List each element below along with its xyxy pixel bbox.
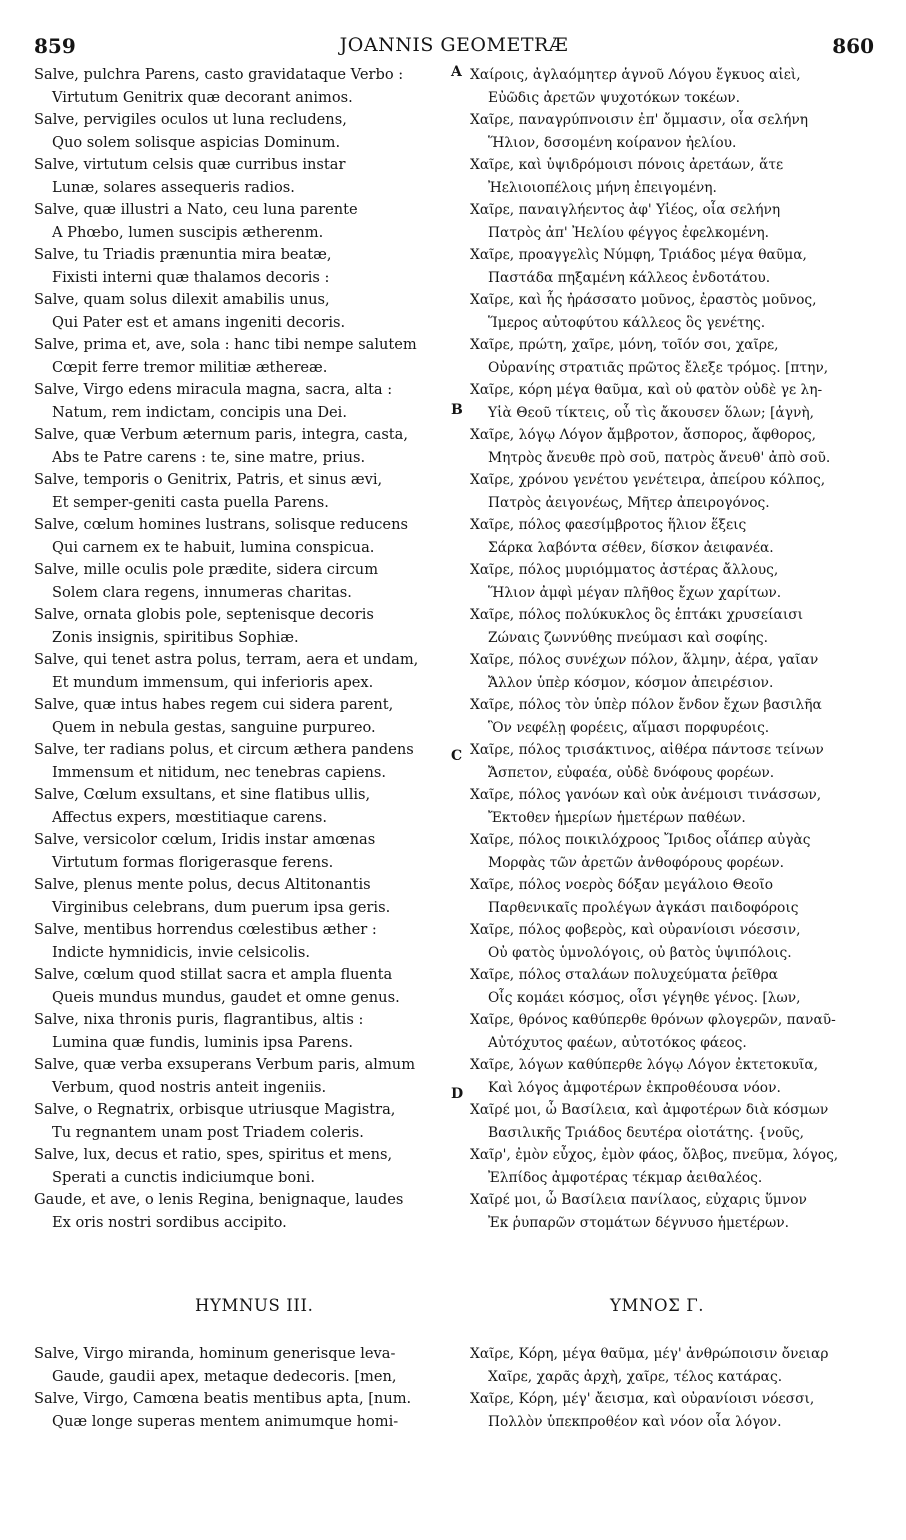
- verse-line: Αὐτόχυτος φαέων, αὐτοτόκος φάεος.: [488, 1034, 747, 1051]
- verse-line: Οἷς κομάει κόσμος, οἷσι γέγηθε γένος. [λων,: [488, 989, 801, 1006]
- verse-line: Χαῖρε, κόρη μέγα θαῦμα, καὶ οὐ φατὸν οὐδὲ γε λη-: [470, 382, 823, 398]
- verse-line: Ἐλπίδος ἀμφοτέρας τέκμαρ ἀειθαλέος.: [488, 1169, 763, 1186]
- verse-line: Salve, quam solus dilexit amabilis unus,: [34, 291, 330, 308]
- verse-line: Ἠελιοιοπέλοις μήνη ἐπειγομένη.: [488, 179, 717, 196]
- verse-line: Χαῖρε, χρόνου γενέτου γενέτειρα, ἀπείρου κόλπος,: [470, 472, 826, 488]
- verse-line: Queis mundus mundus, gaudet et omne genus.: [52, 988, 400, 1006]
- verse-line: Virtutum formas florigerasque ferens.: [52, 853, 334, 871]
- verse-line: Salve, plenus mente polus, decus Altitonantis: [34, 876, 371, 893]
- verse-line: Salve, tu Triadis prænuntia mira beatæ,: [34, 246, 332, 263]
- verse-line: Σάρκα λαβόντα σέθεν, δίσκον ἀειφανέα.: [488, 539, 774, 556]
- verse-line: Tu regnantem unam post Triadem coleris.: [52, 1123, 364, 1141]
- verse-line: Salve, pulchra Parens, casto gravidataque Verbo :: [34, 66, 404, 83]
- verse-line: Χαῖρε, πόλος πολύκυκλος ὃς ἑπτάκι χρυσείαισι: [470, 607, 804, 623]
- verse-line: Salve, mentibus horrendus cœlestibus æther :: [34, 921, 377, 938]
- verse-line: Χαῖρε, καὶ ὑψιδρόμοισι πόνοις ἀρετάων, ἅτε: [470, 157, 784, 173]
- hymn-3-greek-title: ΥΜΝΟΣ Γ.: [610, 1296, 705, 1315]
- verse-line: Μορφὰς τῶν ἀρετῶν ἀνθοφόρους φορέων.: [488, 854, 784, 871]
- verse-line: Χαῖρ', ἐμὸν εὖχος, ἐμὸν φάος, ὄλβος, πνεῦμα, λόγος,: [470, 1147, 839, 1163]
- verse-line: Et semper-geniti casta puella Parens.: [52, 493, 329, 511]
- verse-line: Χαῖρε, πόλος γανόων καὶ οὐκ ἀνέμοισι τινάσσων,: [470, 787, 822, 803]
- verse-line: Μητρὸς ἄνευθε πρὸ σοῦ, πατρὸς ἄνευθ' ἀπὸ σοῦ.: [488, 449, 831, 466]
- verse-line: Ἵμερος αὐτοφύτου κάλλεος ὃς γενέτης.: [488, 314, 766, 331]
- verse-line: Χαῖρε, θρόνος καθύπερθε θρόνων φλογερῶν, παναῦ-: [470, 1012, 836, 1028]
- verse-line: Salve, prima et, ave, sola : hanc tibi nempe salutem: [34, 336, 417, 353]
- verse-line: Salve, quæ intus habes regem cui sidera parent,: [34, 696, 394, 713]
- verse-line: Χαῖρε, πρώτη, χαῖρε, μόνη, τοῖόν σοι, χαῖρε,: [470, 337, 779, 353]
- verse-line: Χαῖρε, λόγων καθύπερθε λόγῳ Λόγον ἐκτετοκυῖα,: [470, 1057, 819, 1073]
- verse-line: Quo solem solisque aspicias Dominum.: [52, 133, 341, 151]
- verse-line: Lumina quæ fundis, luminis ipsa Parens.: [52, 1033, 354, 1051]
- verse-line: Qui Pater est et amans ingeniti decoris.: [52, 313, 346, 331]
- verse-line: Virtutum Genitrix quæ decorant animos.: [52, 88, 353, 106]
- verse-line: Ἐκ ῥυπαρῶν στομάτων δέγνυσο ἡμετέρων.: [488, 1214, 789, 1231]
- verse-line: Πατρὸς ἀειγονέως, Μῆτερ ἀπειρογόνος.: [488, 494, 770, 511]
- verse-line: Οὐ φατὸς ὑμνολόγοις, οὐ βατὸς ὑψιπόλοις.: [488, 944, 792, 961]
- verse-line: Salve, Virgo miranda, hominum generisque leva-: [34, 1345, 396, 1362]
- verse-line: Ἔκτοθεν ἡμερίων ἡμετέρων παθέων.: [488, 809, 746, 826]
- verse-line: Χαῖρε, παναιγλήεντος ἀφ' Υἱέος, οἷα σελήνη: [470, 202, 781, 218]
- verse-line: Salve, virtutum celsis quæ curribus instar: [34, 156, 346, 173]
- hymn-3-latin-column: [34, 1343, 452, 1433]
- verse-line: Υἱὰ Θεοῦ τίκτεις, οὗ τὶς ἄκουσεν ὅλων; [ἁγνὴ,: [488, 404, 815, 421]
- verse-line: Παρθενικαῖς προλέγων ἀγκάσι παιδοφόροις: [488, 899, 799, 916]
- verse-line: Χαῖρε, παναγρύπνοισιν ἐπ' ὄμμασιν, οἷα σελήνη: [470, 112, 809, 128]
- verse-line: Χαῖρε, καὶ ἧς ἠράσσατο μοῦνος, ἐραστὸς μοῦνος,: [470, 292, 817, 308]
- verse-line: Immensum et nitidum, nec tenebras capiens.: [52, 763, 387, 781]
- verse-line: Natum, rem indictam, concipis una Dei.: [52, 403, 347, 421]
- verse-line: Quem in nebula gestas, sanguine purpureo.: [52, 718, 376, 736]
- verse-line: Χαῖρε, πόλος μυριόμματος ἀστέρας ἄλλους,: [470, 562, 779, 578]
- verse-line: Salve, quæ verba exsuperans Verbum paris, almum: [34, 1056, 416, 1073]
- verse-line: Salve, lux, decus et ratio, spes, spiritus et mens,: [34, 1146, 393, 1163]
- verse-line: Καὶ λόγος ἀμφοτέρων ἐκπροθέουσα νόον.: [488, 1079, 781, 1096]
- verse-line: Abs te Patre carens : te, sine matre, prius.: [52, 448, 366, 466]
- page-number-right: 860: [832, 34, 874, 58]
- verse-line: Qui carnem ex te habuit, lumina conspicua.: [52, 538, 375, 556]
- verse-line: Solem clara regens, innumeras charitas.: [52, 583, 352, 601]
- verse-line: Ζώναις ζωννύθης πνεύμασι καὶ σοφίης.: [488, 629, 769, 646]
- page-number-left: 859: [34, 34, 76, 58]
- verse-line: Salve, cœlum quod stillat sacra et ampla fluenta: [34, 966, 393, 983]
- verse-line: Πατρὸς ἀπ' Ἠελίου φέγγος ἐφελκομένη.: [488, 224, 769, 241]
- verse-line: Ἥλιον, δσσομένη κοίρανον ἠελίου.: [488, 134, 737, 151]
- verse-line: Χαῖρε, Κόρη, μέγα θαῦμα, μέγ' ἀνθρώποισιν ὄνειαρ: [470, 1346, 829, 1362]
- verse-line: Ex oris nostri sordibus accipito.: [52, 1213, 287, 1231]
- verse-line: Χαῖρε, πόλος νοερὸς δόξαν μεγάλοιο Θεοῖο: [470, 877, 774, 893]
- verse-line: Indicte hymnidicis, invie celsicolis.: [52, 943, 310, 961]
- margin-marker-d: D: [451, 1086, 464, 1102]
- verse-line: Sperati a cunctis indiciumque boni.: [52, 1168, 315, 1186]
- verse-line: Βασιλικῆς Τριάδος δευτέρα οἰοτάτης. {νοῦς,: [488, 1124, 804, 1141]
- greek-column: [470, 64, 870, 1234]
- verse-line: Gaude, gaudii apex, metaque dedecoris. [men,: [52, 1367, 397, 1385]
- verse-line: Salve, pervigiles oculos ut luna recludens,: [34, 111, 347, 128]
- verse-line: Gaude, et ave, o lenis Regina, benignaque, laudes: [34, 1191, 404, 1208]
- verse-line: Verbum, quod nostris anteit ingeniis.: [52, 1078, 327, 1096]
- verse-line: Salve, Virgo, Camœna beatis mentibus apta, [num.: [34, 1390, 412, 1407]
- verse-line: Χαῖρε, πόλος σταλάων πολυχεύματα ῥεῖθρα: [470, 967, 778, 983]
- verse-line: Χαῖρε, πόλος συνέχων πόλον, ἅλμην, ἀέρα, γαῖαν: [470, 652, 819, 668]
- verse-line: Salve, temporis o Genitrix, Patris, et sinus ævi,: [34, 471, 383, 488]
- running-title: JOANNIS GEOMETRÆ: [339, 34, 569, 56]
- verse-line: Εὐῶδις ἀρετῶν ψυχοτόκων τοκέων.: [488, 89, 740, 106]
- hymn-3-greek-column: [470, 1343, 870, 1433]
- verse-line: Salve, Virgo edens miracula magna, sacra, alta :: [34, 381, 393, 398]
- verse-line: Χαῖρέ μοι, ὦ Βασίλεια, καὶ ἀμφοτέρων διὰ κόσμων: [470, 1102, 829, 1118]
- hymn-3-latin-title: HYMNUS III.: [195, 1296, 314, 1315]
- verse-line: Cœpit ferre tremor militiæ æthereæ.: [52, 358, 328, 376]
- verse-line: Affectus expers, mœstitiaque carens.: [52, 808, 327, 826]
- verse-line: Quæ longe superas mentem animumque homi-: [52, 1412, 399, 1430]
- verse-line: Salve, ornata globis pole, septenisque decoris: [34, 606, 374, 623]
- verse-line: Οὐρανίης στρατιᾶς πρῶτος ἔλεξε τρόμος. [πτην,: [488, 359, 829, 376]
- verse-line: Salve, nixa thronis puris, flagrantibus, altis :: [34, 1011, 364, 1028]
- verse-line: Zonis insignis, spiritibus Sophiæ.: [52, 628, 299, 646]
- verse-line: Salve, cœlum homines lustrans, solisque reducens: [34, 516, 408, 533]
- latin-column: [34, 64, 452, 1234]
- verse-line: Salve, o Regnatrix, orbisque utriusque Magistra,: [34, 1101, 396, 1118]
- verse-line: Et mundum immensum, qui inferioris apex.: [52, 673, 374, 691]
- verse-line: Χαῖρε, πόλος ποικιλόχροος Ἴριδος οἷάπερ αὐγὰς: [470, 832, 811, 848]
- margin-marker-a: A: [451, 64, 462, 80]
- verse-line: Χαίροις, ἀγλαόμητερ ἁγνοῦ Λόγου ἔγκυος αἰεὶ,: [470, 67, 801, 83]
- verse-line: Χαῖρε, προαγγελὶς Νύμφη, Τριάδος μέγα θαῦμα,: [470, 247, 807, 263]
- margin-marker-b: B: [451, 402, 463, 418]
- verse-line: Salve, qui tenet astra polus, terram, aera et undam,: [34, 651, 419, 668]
- verse-line: A Phœbo, lumen suscipis ætherenm.: [52, 223, 324, 241]
- verse-line: Χαῖρε, πόλος φαεσίμβροτος ἥλιον ἕξεις: [470, 517, 747, 533]
- verse-line: Salve, mille oculis pole prædite, sidera circum: [34, 561, 379, 578]
- verse-line: Χαῖρε, πόλος τὸν ὑπὲρ πόλον ἔνδον ἔχων βασιλῆα: [470, 697, 822, 713]
- verse-line: Χαῖρέ μοι, ὦ Βασίλεια πανίλαος, εὐχαρις ὕμνον: [470, 1192, 807, 1208]
- verse-line: Ἥλιον ἀμφὶ μέγαν πλῆθος ἔχων χαρίτων.: [488, 584, 782, 601]
- verse-line: Salve, ter radians polus, et circum æthera pandens: [34, 741, 414, 758]
- verse-line: Χαῖρε, Κόρη, μέγ' ἄεισμα, καὶ οὐρανίοισι νόεσσι,: [470, 1391, 815, 1407]
- verse-line: Lunæ, solares assequeris radios.: [52, 178, 295, 196]
- verse-line: Παστάδα πηξαμένη κάλλεος ἐνδοτάτου.: [488, 269, 771, 286]
- verse-line: Χαῖρε, πόλος φοβερὸς, καὶ οὐρανίοισι νόεσσιν,: [470, 922, 801, 938]
- verse-line: Χαῖρε, χαρᾶς ἀρχὴ, χαῖρε, τέλος κατάρας.: [488, 1368, 783, 1385]
- verse-line: Salve, quæ illustri a Nato, ceu luna parente: [34, 201, 358, 218]
- verse-line: Ἄσπετον, εὐφαέα, οὐδὲ δνόφους φορέων.: [488, 764, 775, 781]
- verse-line: Χαῖρε, πόλος τρισάκτινος, αἰθέρα πάντοσε τείνων: [470, 742, 824, 758]
- verse-line: Ὃν νεφέλῃ φορέεις, αἵμασι πορφυρέοις.: [488, 719, 770, 736]
- verse-line: Salve, Cœlum exsultans, et sine flatibus ullis,: [34, 786, 371, 803]
- verse-line: Salve, versicolor cœlum, Iridis instar amœnas: [34, 831, 376, 848]
- verse-line: Salve, quæ Verbum æternum paris, integra, casta,: [34, 426, 409, 443]
- running-header: [34, 34, 874, 62]
- verse-line: Πολλὸν ὑπεκπροθέον καὶ νόον οἷα λόγον.: [488, 1413, 782, 1430]
- verse-line: Fixisti interni quæ thalamos decoris :: [52, 268, 330, 286]
- verse-line: Ἄλλον ὑπὲρ κόσμον, κόσμον ἀπειρέσιον.: [488, 674, 774, 691]
- verse-line: Χαῖρε, λόγῳ Λόγον ἄμβροτον, ἄσπορος, ἄφθορος,: [470, 427, 817, 443]
- verse-line: Virginibus celebrans, dum puerum ipsa geris.: [52, 898, 391, 916]
- margin-marker-c: C: [451, 748, 463, 764]
